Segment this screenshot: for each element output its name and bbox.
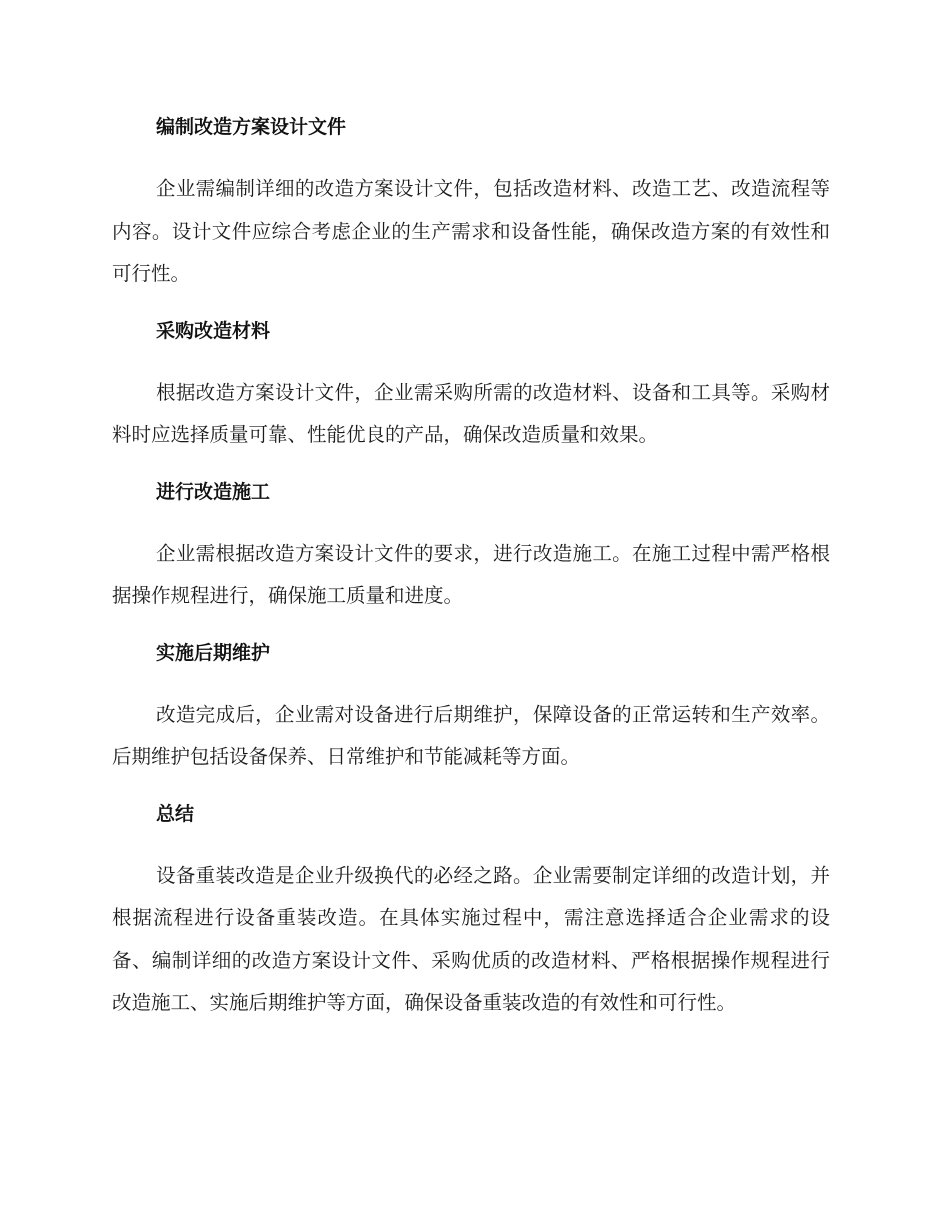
section-heading-maintenance: 实施后期维护: [156, 641, 271, 664]
section-paragraph-maintenance: 改造完成后，企业需对设备进行后期维护，保障设备的正常运转和生产效率。后期维护包括设备保养、日常维护和节能减耗等方面。: [112, 702, 830, 768]
section-paragraph-design-docs: 企业需编制详细的改造方案设计文件，包括改造材料、改造工艺、改造流程等内容。设计文件应综合考虑企业的生产需求和设备性能，确保改造方案的有效性和可行性。: [112, 177, 830, 285]
section-heading-design-docs: 编制改造方案设计文件: [156, 116, 347, 138]
section-heading-summary: 总结: [156, 802, 195, 825]
section-heading-purchase-materials: 采购改造材料: [156, 319, 271, 342]
document-body: [112, 112, 830, 1025]
section-paragraph-summary: 设备重装改造是企业升级换代的必经之路。企业需要制定详细的改造计划，并根据流程进行设备重装改造。在具体实施过程中，需注意选择适合企业需求的设备、编制详细的改造方案设计文件、采购优质的改造材料、严格根据操作规程进行改造施工、实施后期维护等方面，确保设备重装改造的有效性和可行性。: [112, 863, 830, 1014]
section-paragraph-construction: 企业需根据改造方案设计文件的要求，进行改造施工。在施工过程中需严格根据操作规程进行，确保施工质量和进度。: [112, 541, 830, 607]
section-heading-construction: 进行改造施工: [156, 480, 271, 503]
section-paragraph-purchase-materials: 根据改造方案设计文件，企业需采购所需的改造材料、设备和工具等。采购材料时应选择质量可靠、性能优良的产品，确保改造质量和效果。: [112, 380, 830, 446]
